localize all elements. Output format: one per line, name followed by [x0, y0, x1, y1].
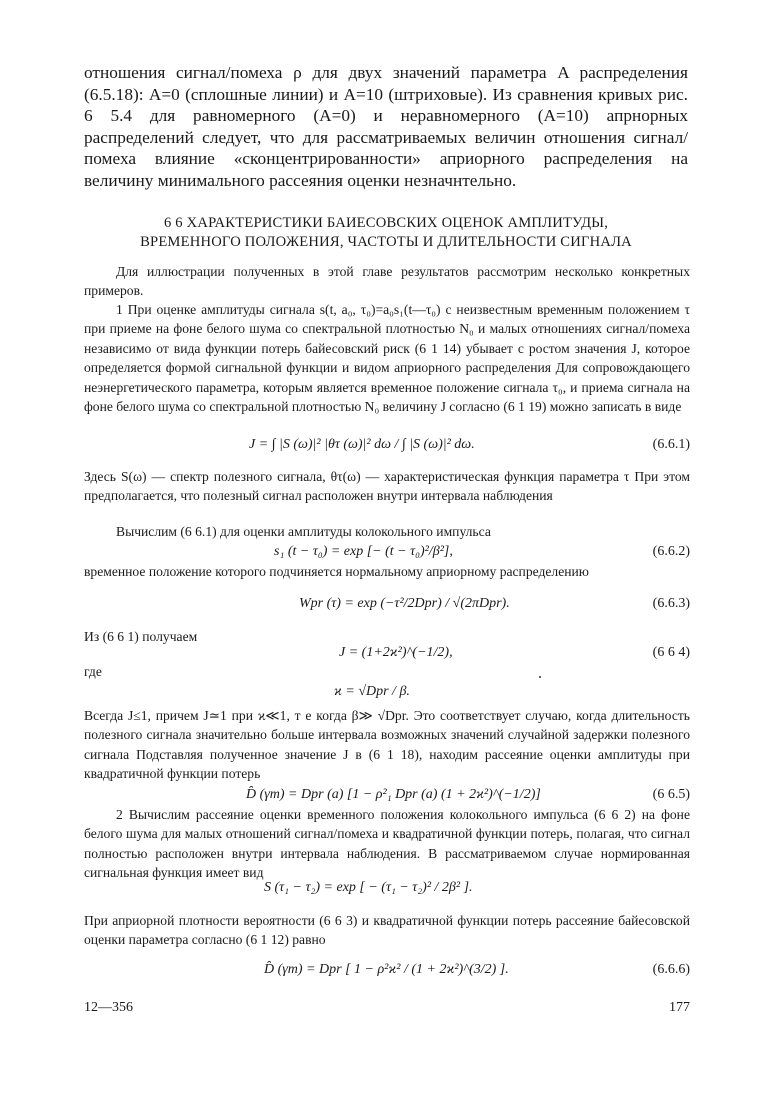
equation-6-6-6 — [84, 962, 690, 992]
equation-number: (6.6.2) — [652, 544, 690, 559]
paragraph-always: Всегда J≤1, причем J≃1 при ϰ≪1, т е когда β≫ √Dpr. Это соответствует случаю, когда длительность полезного сигнала значительно больше интервала возможных значений случайной задержки полезного сигнала Подставляя полученное значение J в (6 1 18), находим рассеяние оценки амплитуды при квадратичной функции потерь — [84, 708, 690, 782]
equation-6-6-3 — [84, 596, 690, 626]
printer-signature: 12—356 — [84, 1000, 133, 1015]
equation-number: (6 6 4) — [652, 645, 690, 660]
paragraph-where: где — [84, 664, 102, 679]
equation-number: (6.6.6) — [652, 962, 690, 977]
equation-text: ϰ = √Dpr / β. — [334, 684, 410, 699]
page-number: 177 — [669, 1000, 690, 1015]
paragraph-item1: 1 При оценке амплитуды сигнала s(t, a₀, τ₀)=a₀s₁(t—τ₀) с неизвестным временным положением τ при приеме на фоне белого шума со спектральной плотностью N₀ и малых отношениях сигнал/помеха независимо от вида функции потерь байесовский риск (6 1 14) убывает с ростом значения J, которое определяется формой сигнальной функции и видом априорного распределения Для сопровождающего неэнергетического параметра, которым является временное положение сигнала τ₀, и приема сигнала на фоне белого шума со спектральной плотностью N₀ величину J согласно (6 1 19) можно записать в виде — [84, 302, 690, 415]
equation-number: (6.6.1) — [652, 437, 690, 452]
paragraph-prior: При априорной плотности вероятности (6 6 3) и квадратичной функции потерь рассеяние байесовской оценки параметра согласно (6 1 12) равно — [84, 913, 690, 948]
equation-text: s₁ (t − τ₀) = exp [− (t − τ₀)²/β²], — [274, 544, 453, 559]
top-paragraph: отношения сигнал/помеха ρ для двух значений параметра A распределения (6.5.18): A=0 (сплошные линии) и A=10 (штриховые). Из сравнения кривых рис. 6 5.4 для равномерного (A=0) и неравномерного (A=10) апрнорных распределений следует, что для рассматриваемых величин отношения сигнал/помеха влияние «сконцентрированности» априорного распределения на величину минимального рассеяния оценки незначнтельно. — [84, 63, 688, 190]
paragraph-intro: Для иллюстрации полученных в этой главе результатов рассмотрим несколько конкретных примеров. — [84, 264, 690, 299]
paragraph-from: Из (6 6 1) получаем — [84, 629, 198, 644]
equation-text: D̂ (γm) = Dpr (a) [1 − ρ²₁ Dpr (a) (1 + 2ϰ²)^(−1/2)] — [246, 787, 541, 802]
equation-S — [84, 880, 690, 910]
section-heading-line2: ВРЕМЕННОГО ПОЛОЖЕНИЯ, ЧАСТОТЫ И ДЛИТЕЛЬНОСТИ СИГНАЛА — [140, 234, 632, 250]
section-heading-line1: 6 6 ХАРАКТЕРИСТИКИ БАИЕСОВСКИХ ОЦЕНОК АМПЛИТУДЫ, — [163, 215, 609, 231]
print-speck — [539, 676, 541, 678]
paragraph-item2: 2 Вычислим рассеяние оценки временного положения колокольного импульса (6 6 2) на фоне белого шума для малых отношений сигнал/помеха и квадратичной функции потерь, полагая, что сигнал полностью расположен внутри интервала наблюдения. В рассматриваемом случае нормированная сигнальная функция имеет вид — [84, 807, 690, 881]
equation-text: Wpr (τ) = exp (−τ²/2Dpr) / √(2πDpr). — [299, 596, 510, 611]
equation-text: J = ∫ |S (ω)|² |θτ (ω)|² dω / ∫ |S (ω)|² dω. — [249, 437, 475, 452]
equation-number: (6.6.3) — [652, 596, 690, 611]
paragraph-time-position: временное положение которого подчиняется нормальному априорному распределению — [84, 564, 589, 579]
paragraph-after-eq1: Здесь S(ω) — спектр полезного сигнала, θτ(ω) — характеристическая функция параметра τ При этом предполагается, что полезный сигнал расположен внутри интервала наблюдения — [84, 469, 690, 504]
equation-6-6-1 — [84, 437, 690, 467]
equation-text: J = (1+2ϰ²)^(−1/2), — [339, 645, 453, 660]
equation-number: (6 6.5) — [652, 787, 690, 802]
paragraph-compute: Вычислим (6 6.1) для оценки амплитуды колокольного импульса — [116, 524, 491, 539]
equation-text: S (τ₁ − τ₂) = exp [ − (τ₁ − τ₂)² / 2β² ]. — [264, 880, 473, 895]
equation-text: D̂ (γm) = Dpr [ 1 − ρ²ϰ² / (1 + 2ϰ²)^(3/2) ]. — [264, 962, 509, 977]
